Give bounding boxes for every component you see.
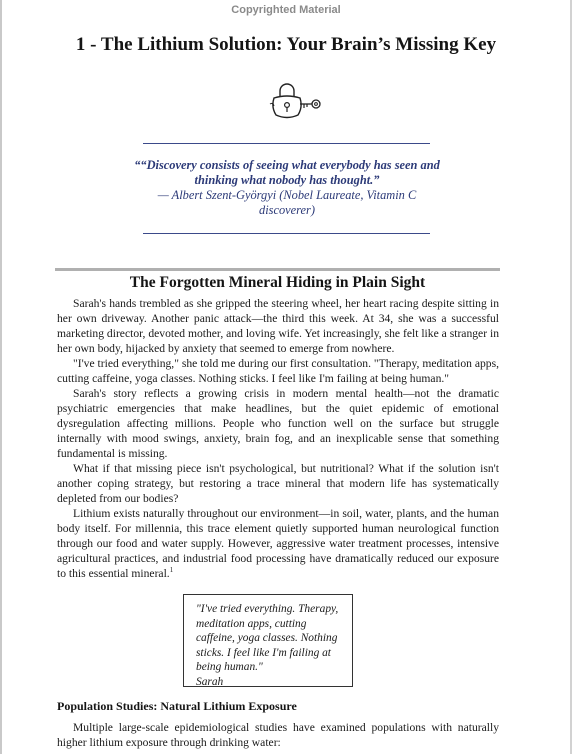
pull-quote-attribution: Sarah [196, 675, 224, 688]
body-paragraph-with-footnote [57, 506, 499, 581]
pull-quote-text: "I've tried everything. Therapy, meditation apps, cutting caffeine, yoga classes. Nothing sticks. I feel like I'm failing at being human." [196, 603, 339, 674]
epigraph-quote: ““Discovery consists of seeing what everybody has seen and thinking what nobody has thought.” [134, 158, 440, 187]
footnote-marker[interactable]: 1 [169, 566, 174, 575]
body-paragraph-text: Lithium exists naturally throughout our environment—in soil, water, plants, and the human body itself. For millennia, this trace element quietly supported human neurological function through our food and water supply. However, aggressive water treatment processes, intensive agricultural practices, and industrial food processing have dramatically reduced our exposure to this essential mineral. [57, 507, 499, 580]
section-heading: The Forgotten Mineral Hiding in Plain Sight [129, 274, 426, 291]
copyright-watermark: Copyrighted Material [231, 4, 341, 16]
page-edge-left [0, 0, 2, 754]
padlock-and-key-icon [268, 80, 324, 120]
epigraph-rule-bottom [143, 233, 430, 234]
chapter-title: 1 - The Lithium Solution: Your Brain’s Missing Key [75, 34, 497, 55]
body-paragraph: Multiple large-scale epidemiological studies have examined populations with naturally higher lithium exposure through drinking water: [57, 721, 499, 749]
body-paragraph: Sarah's story reflects a growing crisis in modern mental health—not the dramatic psychiatric emergencies that make headlines, but the quiet epidemic of emotional dysregulation affecting millions. People who function well on the surface but struggle internally with mood swings, anxiety, brain fog, and an inexplicable sense that something fundamental is missing. [57, 387, 499, 460]
epigraph-rule-top [143, 143, 430, 144]
subsection-heading: Population Studies: Natural Lithium Exposure [57, 699, 297, 713]
body-paragraph: Sarah's hands trembled as she gripped the steering wheel, her heart racing despite sitting in her own driveway. Another panic attack—the third this week. At 34, she was a successful marketing director, devoted mother, and loving wife. Yet increasingly, she felt like a stranger in her own body, hijacked by anxiety that seemed to emerge from nowhere. [57, 297, 499, 355]
section-divider [55, 268, 500, 271]
epigraph-attribution: — Albert Szent-Györgyi (Nobel Laureate, Vitamin C discoverer) [157, 188, 417, 217]
pull-quote-box [183, 594, 353, 687]
body-paragraph: "I've tried everything," she told me during our first consultation. "Therapy, meditation apps, cutting caffeine, yoga classes. Nothing sticks. I feel like I'm failing at being human." [57, 357, 499, 385]
body-paragraph: What if that missing piece isn't psychological, but nutritional? What if the solution isn't another coping strategy, but restoring a trace mineral that modern life has systematically depleted from our bodies? [57, 462, 499, 505]
